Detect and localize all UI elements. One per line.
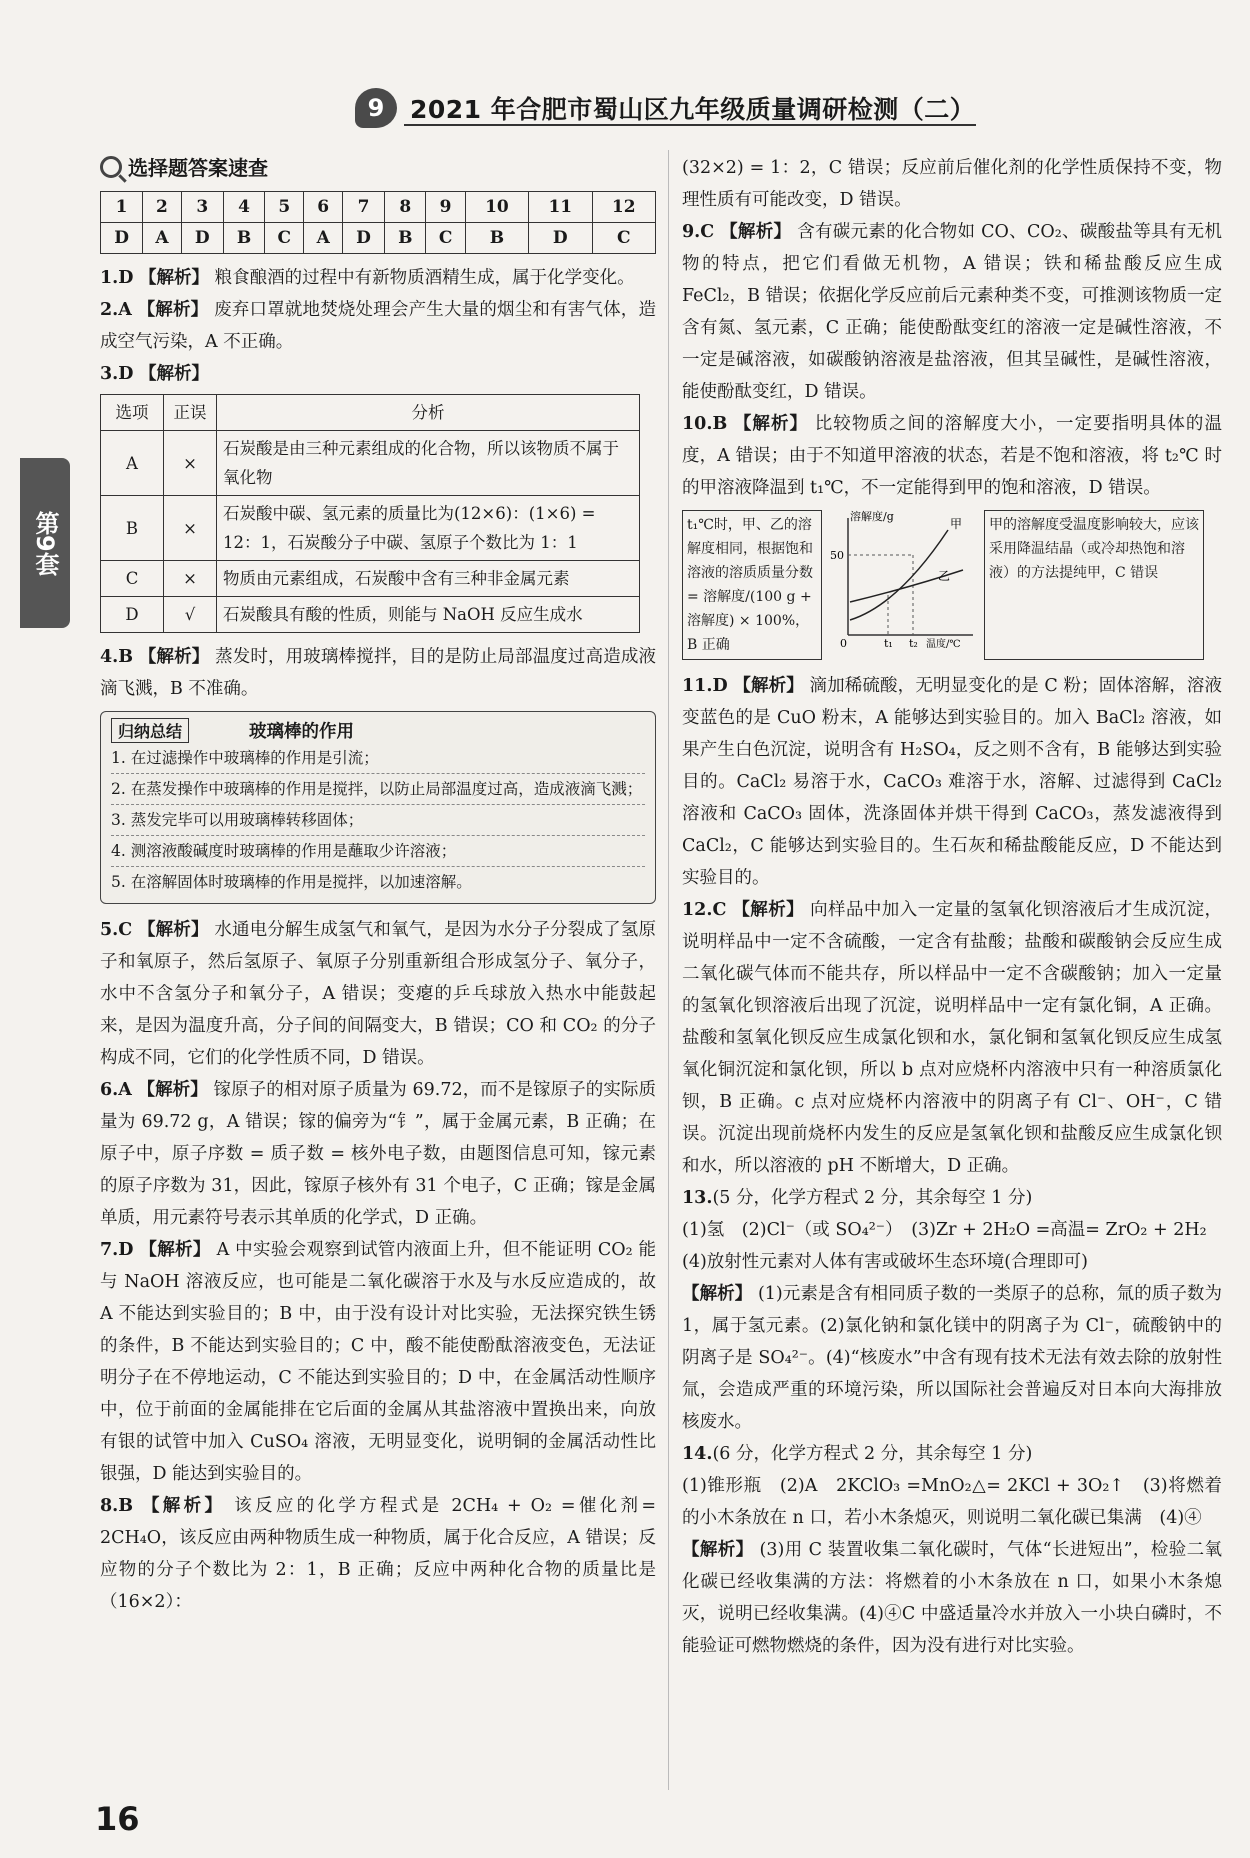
table-cell: 石炭酸是由三种元素组成的化合物，所以该物质不属于氧化物 xyxy=(217,431,640,496)
table-cell: × xyxy=(164,431,217,496)
answer-choice: C xyxy=(592,223,656,254)
summary-line: 1. 在过滤操作中玻璃棒的作用是引流； xyxy=(111,743,645,774)
q2-tag: 【解析】 xyxy=(137,300,209,320)
q12-number: 12.C xyxy=(682,900,727,920)
q10-number: 10.B xyxy=(682,414,728,434)
q3-tag: 【解析】 xyxy=(139,364,210,384)
q4-number: 4.B xyxy=(100,647,134,667)
question-10 xyxy=(682,408,1222,504)
answer-choice: B xyxy=(385,223,426,254)
x-axis-label: 温度/℃ xyxy=(926,639,961,650)
q9-number: 9.C xyxy=(682,222,715,242)
q13-number: 13. xyxy=(682,1188,713,1208)
q6-text: 镓原子的相对原子质量为 69.72，而不是镓原子的实际质量为 69.72 g，A 错误；镓的偏旁为“钅”，属于金属元素，B 正确；在原子中，原子序数 = 质子数 = 核外电子数，由题图信息可知，镓元素的原子序数为 31，因此，镓原子核外有 31 个电子，C 正确；镓是金属单质，用元素符号表示其单质的化学式，D 正确。 xyxy=(100,1080,656,1228)
table-cell: 物质由元素组成，石炭酸中含有三种非金属元素 xyxy=(217,561,640,597)
answer-choice: D xyxy=(529,223,592,254)
answer-number: 9 xyxy=(426,192,465,223)
q12-tag: 【解析】 xyxy=(732,900,805,920)
summary-line: 3. 蒸发完毕可以用玻璃棒转移固体； xyxy=(111,805,645,836)
q5-number: 5.C xyxy=(100,920,133,940)
question-8 xyxy=(100,1490,656,1618)
magnifier-icon xyxy=(100,156,122,178)
quick-answer-title: 选择题答案速查 xyxy=(128,156,268,180)
q14-text: (3)用 C 装置收集二氧化碳时，气体“长进短出”，检验二氧化碳已经收集满的方法：将燃着的小木条放在 n 口，如果小木条熄灭，说明已经收集满。(4)④C 中盛适量冷水并放入一小块白磷时，不能验证可燃物燃烧的条件，因为没有进行对比实验。 xyxy=(682,1540,1222,1656)
set-number-badge: 9 xyxy=(355,88,397,128)
table-cell: A xyxy=(101,431,164,496)
header-underline xyxy=(404,124,976,126)
origin-label: 0 xyxy=(840,637,847,650)
curve-jia xyxy=(850,530,951,620)
page-title: 2021 年合肥市蜀山区九年级质量调研检测（二） xyxy=(410,95,976,124)
q7-tag: 【解析】 xyxy=(139,1240,211,1260)
q4-tag: 【解析】 xyxy=(138,647,210,667)
left-column xyxy=(100,152,656,1618)
page-number: 16 xyxy=(95,1800,140,1838)
table-cell: D xyxy=(101,597,164,633)
q9-tag: 【解析】 xyxy=(720,222,792,242)
q10-text: 比较物质之间的溶解度大小，一定要指明具体的温度，A 错误；由于不知道甲溶液的状态，若是不饱和溶液，将 t₂℃ 时的甲溶液降温到 t₁℃，不一定能得到甲的饱和溶液，D 错误。 xyxy=(682,414,1222,498)
q1-text: 粮食酿酒的过程中有新物质酒精生成，属于化学变化。 xyxy=(214,268,635,288)
solubility-chart xyxy=(828,510,978,650)
answer-number: 8 xyxy=(385,192,426,223)
yi-label: 乙 xyxy=(938,569,951,583)
question-4 xyxy=(100,641,656,705)
question-1 xyxy=(100,262,656,294)
q2-text: 废弃口罩就地焚烧处理会产生大量的烟尘和有害气体，造成空气污染，A 不正确。 xyxy=(100,300,656,352)
y50-label: 50 xyxy=(830,549,844,562)
answer-number: 6 xyxy=(304,192,343,223)
jia-label: 甲 xyxy=(950,517,963,531)
q13-text: (1)元素是含有相同质子数的一类原子的总称，氚的质子数为 1，属于氢元素。(2)氯化钠和氯化镁中的阴离子为 Cl⁻，硫酸钠中的阴离子是 SO₄²⁻。(4)“核废水”中含有现有技术无法有效去除的放射性氚，会造成严重的环境污染，所以国际社会普遍反对日本向大海排放核废水。 xyxy=(682,1284,1222,1432)
q5-text: 水通电分解生成氢气和氧气，是因为水分子分裂成了氢原子和氧原子，然后氢原子、氧原子分别重新组合形成氢分子、氧分子，水中不含氢分子和氧分子，A 错误；变瘪的乒乓球放入热水中能鼓起来，是因为温度升高，分子间的间隔变大，B 错误；CO 和 CO₂ 的分子构成不同，它们的化学性质不同，D 错误。 xyxy=(100,920,656,1068)
answer-number: 4 xyxy=(223,192,264,223)
q11-tag: 【解析】 xyxy=(733,676,804,696)
quick-answer-heading xyxy=(100,152,656,181)
table-cell: × xyxy=(164,496,217,561)
q13-score-note: (5 分，化学方程式 2 分，其余每空 1 分) xyxy=(712,1188,1033,1208)
question-6 xyxy=(100,1074,656,1234)
table-cell: 石炭酸中碳、氢元素的质量比为(12×6)：(1×6) = 12：1，石炭酸分子中碳、氢原子个数比为 1：1 xyxy=(217,496,640,561)
y-axis-label: 溶解度/g xyxy=(850,510,894,523)
figure-right-note: 甲的溶解度受温度影响较大，应该采用降温结晶（或冷却热饱和溶液）的方法提纯甲，C 错误 xyxy=(984,510,1204,660)
answer-number: 10 xyxy=(465,192,528,223)
question-5 xyxy=(100,914,656,1074)
summary-line: 5. 在溶解固体时玻璃棒的作用是搅拌，以加速溶解。 xyxy=(111,873,472,891)
answer-number: 3 xyxy=(181,192,223,223)
answer-number: 11 xyxy=(529,192,592,223)
q1-tag: 【解析】 xyxy=(139,268,210,288)
summary-tag: 归纳总结 xyxy=(111,718,189,743)
col-header-analysis: 分析 xyxy=(217,395,640,431)
answer-number: 7 xyxy=(342,192,384,223)
q6-number: 6.A xyxy=(100,1080,132,1100)
q4-text: 蒸发时，用玻璃棒搅拌，目的是防止局部温度过高造成液滴飞溅，B 不准确。 xyxy=(100,647,657,699)
q10-tag: 【解析】 xyxy=(733,414,809,434)
question-7 xyxy=(100,1234,656,1490)
table-cell: √ xyxy=(164,597,217,633)
q8-tag: 【解析】 xyxy=(141,1496,226,1516)
question-8-continued xyxy=(682,152,1222,216)
q8-text: 该反应的化学方程式是 2CH₄ + O₂ =催化剂= 2CH₄O，该反应由两种物质生成一种物质，属于化合反应，A 错误；反应物的分子个数比为 2：1，B 正确；反应中两种化合物的质量比是（16×2）： xyxy=(100,1496,656,1612)
q3-number: 3.D xyxy=(100,364,134,384)
answer-choice: D xyxy=(101,223,143,254)
q3-analysis-table xyxy=(100,394,640,633)
answer-choice: B xyxy=(223,223,264,254)
question-9 xyxy=(682,216,1222,408)
q2-number: 2.A xyxy=(100,300,132,320)
q1-number: 1.D xyxy=(100,268,134,288)
summary-box xyxy=(100,711,656,904)
answer-choice: A xyxy=(304,223,343,254)
q11-number: 11.D xyxy=(682,676,728,696)
q13-answer-1: (1)氢 (2)Cl⁻（或 SO₄²⁻） (3)Zr + 2H₂O =高温= ZrO₂ + 2H₂ xyxy=(682,1220,1207,1240)
q11-text: 滴加稀硫酸，无明显变化的是 C 粉；固体溶解，溶液变蓝色的是 CuO 粉末，A 能够达到实验目的。加入 BaCl₂ 溶液，如果产生白色沉淀，说明含有 H₂SO₄，反之则不含有，B 能够达到实验目的。CaCl₂ 易溶于水，CaCO₃ 难溶于水，溶解、过滤得到 CaCl₂ 溶液和 CaCO₃ 固体，洗涤固体并烘干得到 CaCO₃，蒸发滤液得到 CaCl₂，C 能够达到实验目的。生石灰和稀盐酸能反应，D 不能达到实验目的。 xyxy=(682,676,1222,888)
figure-left-note: t₁℃时，甲、乙的溶解度相同，根据饱和溶液的溶质质量分数 = 溶解度/(100 g + 溶解度) × 100%，B 正确 xyxy=(682,510,822,660)
table-cell: B xyxy=(101,496,164,561)
t2-label: t₂ xyxy=(909,637,918,650)
answer-number: 12 xyxy=(592,192,656,223)
question-11 xyxy=(682,670,1222,894)
right-column xyxy=(682,152,1222,1662)
t1-label: t₁ xyxy=(884,637,893,650)
q5-tag: 【解析】 xyxy=(137,920,209,940)
question-14 xyxy=(682,1438,1222,1662)
q12-text: 向样品中加入一定量的氢氧化钡溶液后才生成沉淀，说明样品中一定不含硫酸，一定含有盐酸；盐酸和碳酸钠会反应生成二氧化碳气体而不能共存，所以样品中一定不含碳酸钠；加入一定量的氢氧化钡溶液后出现了沉淀，说明样品中一定有氯化铜，A 正确。盐酸和氢氧化钡反应生成氯化钡和水，氯化铜和氢氧化钡反应生成氢氧化铜沉淀和氯化钡，所以 b 点对应烧杯内溶液中只有一种溶质氯化钡，B 正确。c 点对应烧杯内溶液中的阴离子有 Cl⁻、OH⁻，C 错误。沉淀出现前烧杯内发生的反应是氢氧化钡和盐酸反应生成氯化钡和水，所以溶液的 pH 不断增大，D 正确。 xyxy=(682,900,1222,1176)
q7-text: A 中实验会观察到试管内液面上升，但不能证明 CO₂ 能与 NaOH 溶液反应，也可能是二氧化碳溶于水及与水反应造成的，故 A 不能达到实验目的；B 中，由于没有设计对比实验，无法探究铁生锈的条件，B 不能达到实验目的；C 中，酸不能使酚酞溶液变色，无法证明分子在不停地运动，C 不能达到实验目的；D 中，在金属活动性顺序中，位于前面的金属能排在它后面的金属从其盐溶液中置换出来，向放有银的试管中加入 CuSO₄ 溶液，无明显变化，说明铜的金属活动性比银强，D 能达到实验目的。 xyxy=(100,1240,656,1484)
solubility-figure xyxy=(682,510,1222,660)
answer-number: 1 xyxy=(101,192,143,223)
table-cell: 石炭酸具有酸的性质，则能与 NaOH 反应生成水 xyxy=(217,597,640,633)
answer-number: 2 xyxy=(143,192,182,223)
q14-tag: 【解析】 xyxy=(682,1540,754,1560)
table-cell: C xyxy=(101,561,164,597)
answer-choice: D xyxy=(181,223,223,254)
q8-continued-text: (32×2) = 1：2，C 错误；反应前后催化剂的化学性质保持不变，物理性质有可能改变，D 错误。 xyxy=(682,158,1222,210)
answer-choice: C xyxy=(426,223,465,254)
col-header-judgement: 正误 xyxy=(164,395,217,431)
table-cell: × xyxy=(164,561,217,597)
summary-line: 4. 测溶液酸碱度时玻璃棒的作用是蘸取少许溶液； xyxy=(111,836,645,867)
answer-choice: D xyxy=(342,223,384,254)
q13-tag: 【解析】 xyxy=(682,1284,753,1304)
q6-tag: 【解析】 xyxy=(137,1080,208,1100)
q14-score-note: (6 分，化学方程式 2 分，其余每空 1 分) xyxy=(712,1444,1033,1464)
question-3 xyxy=(100,358,656,390)
answer-table xyxy=(100,191,656,254)
summary-title: 玻璃棒的作用 xyxy=(249,722,355,742)
question-2 xyxy=(100,294,656,358)
col-header-option: 选项 xyxy=(101,395,164,431)
answer-number: 5 xyxy=(265,192,304,223)
q14-number: 14. xyxy=(682,1444,713,1464)
q14-answer-1: (1)锥形瓶 (2)A 2KClO₃ =MnO₂△= 2KCl + 3O₂↑ (3)将燃着的小木条放在 n 口，若小木条熄灭，则说明二氧化碳已集满 (4)④ xyxy=(682,1476,1222,1528)
q13-answer-2: (4)放射性元素对人体有害或破坏生态环境(合理即可) xyxy=(682,1252,1088,1272)
side-tab: 第9套 xyxy=(20,458,70,628)
column-divider xyxy=(668,150,669,1790)
answer-choice: B xyxy=(465,223,528,254)
q7-number: 7.D xyxy=(100,1240,134,1260)
question-12 xyxy=(682,894,1222,1182)
q9-text: 含有碳元素的化合物如 CO、CO₂、碳酸盐等具有无机物的特点，把它们看做无机物，A 错误；铁和稀盐酸反应生成 FeCl₂，B 错误；依据化学反应前后元素种类不变，可推测该物质一定含有氮、氢元素，C 正确；能使酚酞变红的溶液一定是碱性溶液，不一定是碱溶液，如碳酸钠溶液是盐溶液，但其呈碱性，是碱性溶液，能使酚酞变红，D 错误。 xyxy=(682,222,1222,402)
summary-line: 2. 在蒸发操作中玻璃棒的作用是搅拌，以防止局部温度过高，造成液滴飞溅； xyxy=(111,774,645,805)
q8-number: 8.B xyxy=(100,1496,134,1516)
question-13 xyxy=(682,1182,1222,1438)
answer-choice: A xyxy=(143,223,182,254)
answer-choice: C xyxy=(265,223,304,254)
